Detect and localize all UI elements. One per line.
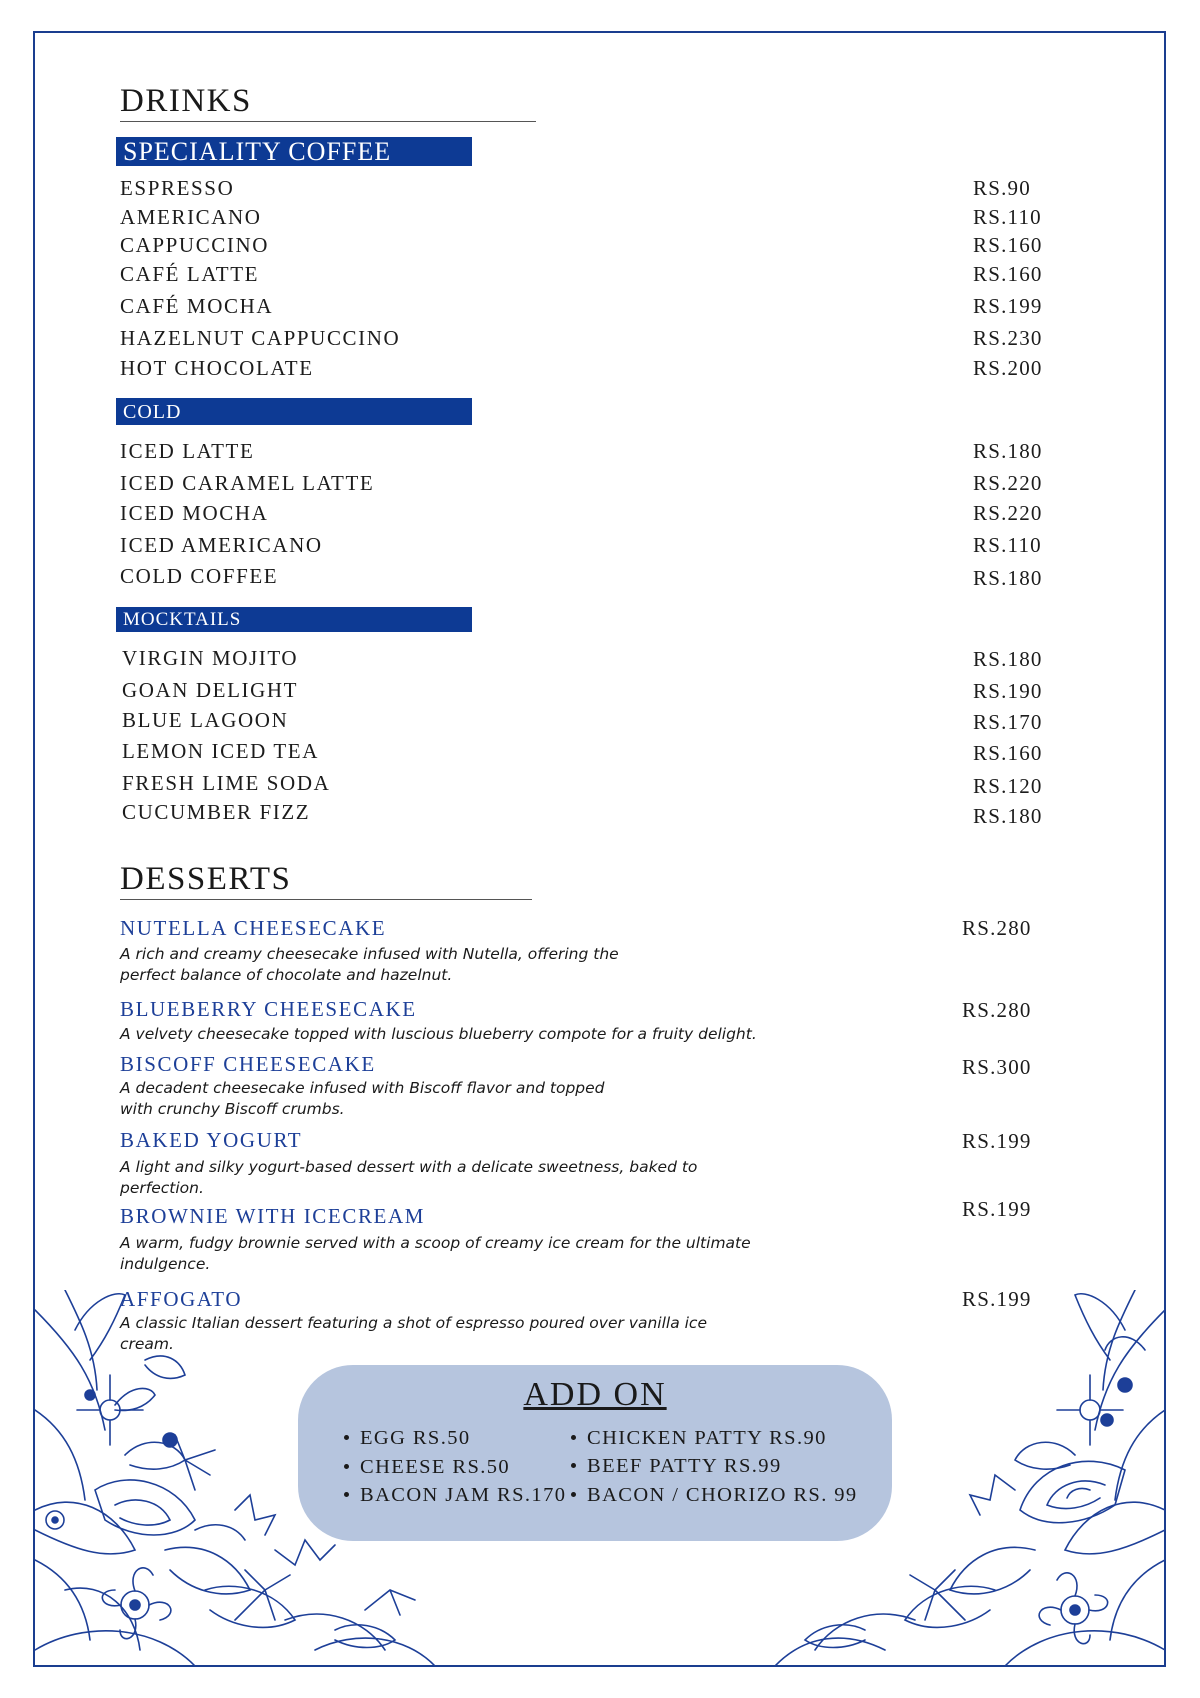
dessert-description: A decadent cheesecake infused with Biscoff flavor and topped with crunchy Biscoff crumbs. <box>120 1079 605 1118</box>
dessert-description: A warm, fudgy brownie served with a scoop of creamy ice cream for the ultimate indulgence. <box>120 1234 751 1273</box>
dessert-name: AFFOGATO <box>120 1287 243 1311</box>
dessert-description: A classic Italian dessert featuring a shot of espresso poured over vanilla ice cream. <box>120 1314 707 1353</box>
menu-item-price: RS.220 <box>973 501 1043 525</box>
bullet-icon <box>344 1435 349 1440</box>
dessert-price: RS.199 <box>962 1129 1032 1153</box>
menu-item-name: FRESH LIME SODA <box>122 771 331 795</box>
menu-item-name: GOAN DELIGHT <box>122 678 299 702</box>
menu-item-name: HAZELNUT CAPPUCCINO <box>120 326 401 350</box>
addon-title: ADD ON <box>523 1376 667 1413</box>
addon-panel <box>298 1365 892 1541</box>
menu-item-price: RS.90 <box>973 176 1031 200</box>
menu-item-price: RS.170 <box>973 710 1043 734</box>
menu-item-price: RS.110 <box>973 533 1042 557</box>
dessert-price: RS.199 <box>962 1197 1032 1221</box>
menu-item-name: CUCUMBER FIZZ <box>122 800 311 824</box>
addon-item <box>344 1485 566 1506</box>
menu-item-price: RS.199 <box>973 294 1043 318</box>
bullet-icon <box>571 1492 576 1497</box>
menu-item-price: RS.190 <box>973 679 1043 703</box>
menu-item-price: RS.160 <box>973 262 1043 286</box>
dessert-description: A velvety cheesecake topped with luscious blueberry compote for a fruity delight. <box>120 1025 757 1043</box>
menu-item-price: RS.180 <box>973 647 1043 671</box>
menu-item-name: BLUE LAGOON <box>122 708 289 732</box>
bullet-icon <box>571 1435 576 1440</box>
menu-item-name: ICED MOCHA <box>120 501 269 525</box>
dessert-name: BAKED YOGURT <box>120 1128 303 1152</box>
menu-item-name: HOT CHOCOLATE <box>120 356 314 380</box>
drinks-rule <box>120 121 536 122</box>
menu-item-name: ESPRESSO <box>120 176 235 200</box>
desserts-title: DESSERTS <box>120 861 292 897</box>
addon-item-label: CHEESE RS.50 <box>360 1456 511 1478</box>
desserts-rule <box>120 899 532 900</box>
section-band-speciality-coffee: SPECIALITY COFFEE <box>116 137 472 166</box>
dessert-name: BLUEBERRY CHEESECAKE <box>120 997 417 1021</box>
section-band-mocktails: MOCKTAILS <box>116 607 472 632</box>
addon-item-label: CHICKEN PATTY RS.90 <box>587 1427 827 1449</box>
menu-item-price: RS.230 <box>973 326 1043 350</box>
dessert-name: BISCOFF CHEESECAKE <box>120 1052 376 1076</box>
drinks-title: DRINKS <box>120 83 252 119</box>
addon-item <box>571 1456 782 1477</box>
dessert-price: RS.199 <box>962 1287 1032 1311</box>
bullet-icon <box>344 1492 349 1497</box>
menu-item-price: RS.180 <box>973 566 1043 590</box>
dessert-price: RS.280 <box>962 998 1032 1022</box>
dessert-name: BROWNIE WITH ICECREAM <box>120 1204 426 1228</box>
menu-item-price: RS.120 <box>973 774 1043 798</box>
menu-item-price: RS.180 <box>973 439 1043 463</box>
dessert-description: A light and silky yogurt-based dessert with a delicate sweetness, baked to perfection. <box>120 1158 698 1197</box>
menu-item-name: ICED CARAMEL LATTE <box>120 471 375 495</box>
addon-item <box>344 1457 510 1478</box>
dessert-price: RS.300 <box>962 1055 1032 1079</box>
addon-item <box>571 1428 827 1449</box>
menu-item-price: RS.200 <box>973 356 1043 380</box>
menu-item-name: CAFÉ MOCHA <box>120 294 274 318</box>
dessert-name: NUTELLA CHEESECAKE <box>120 916 387 940</box>
menu-item-name: VIRGIN MOJITO <box>122 646 299 670</box>
section-band-cold: COLD <box>116 398 472 425</box>
addon-item-label: BEEF PATTY RS.99 <box>587 1455 782 1477</box>
addon-item <box>344 1428 471 1449</box>
menu-item-price: RS.160 <box>973 233 1043 257</box>
menu-item-price: RS.220 <box>973 471 1043 495</box>
addon-item-label: BACON / CHORIZO RS. 99 <box>587 1484 858 1506</box>
addon-item-label: BACON JAM RS.170 <box>360 1484 567 1506</box>
bullet-icon <box>571 1463 576 1468</box>
menu-item-name: ICED LATTE <box>120 439 255 463</box>
dessert-description: A rich and creamy cheesecake infused with Nutella, offering the perfect balance of chocolate and hazelnut. <box>120 945 619 984</box>
addon-item-label: EGG RS.50 <box>360 1427 471 1449</box>
menu-item-name: ICED AMERICANO <box>120 533 323 557</box>
menu-item-name: COLD COFFEE <box>120 564 279 588</box>
menu-item-name: AMERICANO <box>120 205 262 229</box>
dessert-price: RS.280 <box>962 916 1032 940</box>
menu-item-name: CAFÉ LATTE <box>120 262 260 286</box>
bullet-icon <box>344 1464 349 1469</box>
menu-item-price: RS.180 <box>973 804 1043 828</box>
menu-item-price: RS.160 <box>973 741 1043 765</box>
menu-item-price: RS.110 <box>973 205 1042 229</box>
menu-item-name: CAPPUCCINO <box>120 233 270 257</box>
menu-item-name: LEMON ICED TEA <box>122 739 319 763</box>
addon-item <box>571 1485 858 1506</box>
